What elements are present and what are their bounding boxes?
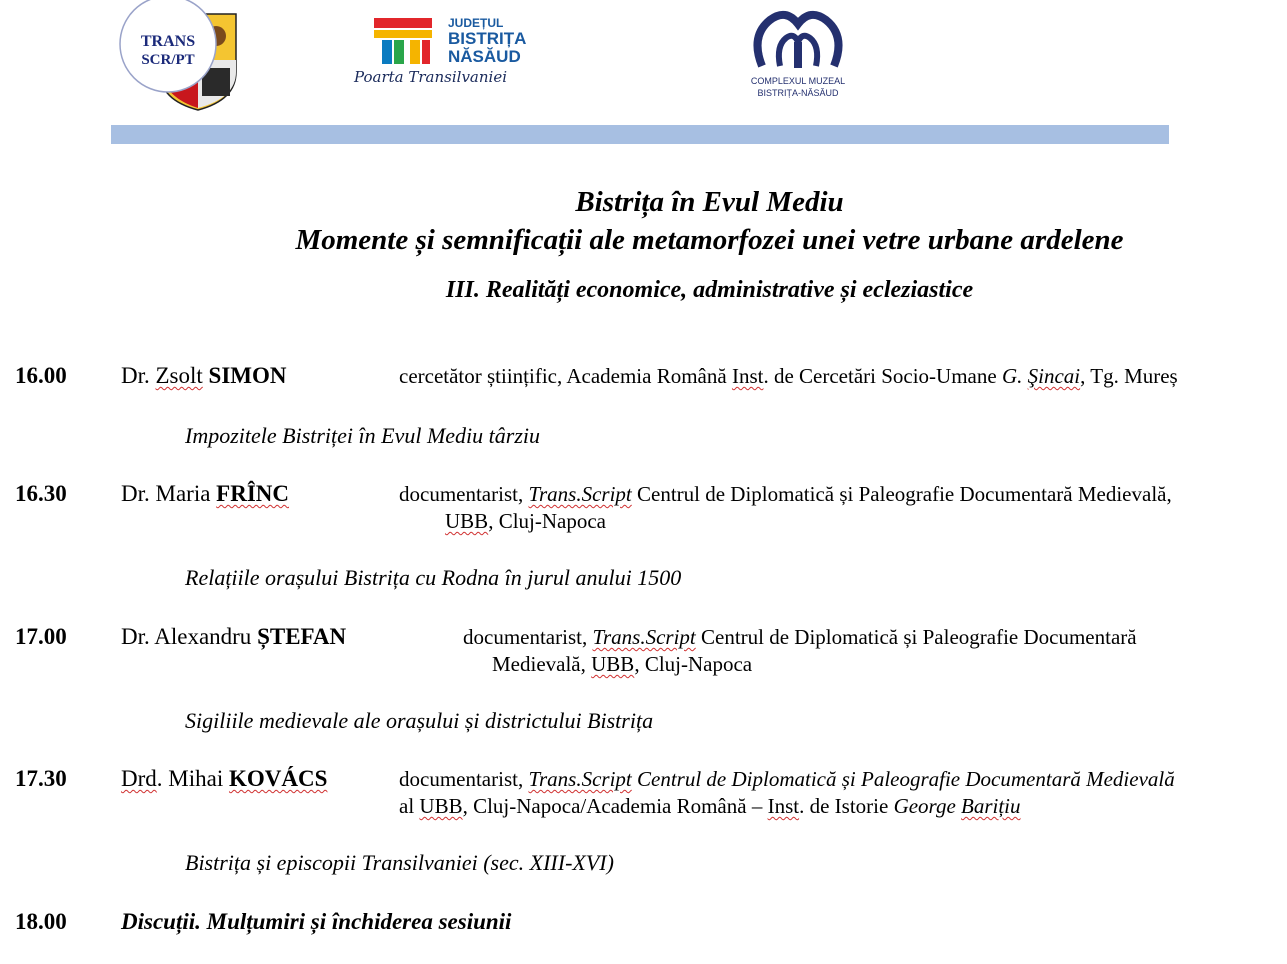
program-time: 16.30 <box>15 481 67 506</box>
speaker-affiliation: documentarist, Trans.Script Centrul de Diplomatică și Paleografie Documentară Medievală, <box>399 482 1172 506</box>
document-title: Bistrița în Evul Mediu <box>575 186 844 218</box>
speaker-affiliation-cont: al UBB, Cluj-Napoca/Academia Română – Inst. de Istorie George Barițiu <box>399 794 1021 818</box>
speaker-affiliation: cercetător științific, Academia Română Inst. de Cercetări Socio-Umane G. Şincai, Tg. Mureș <box>399 364 1178 388</box>
muzeu-logo-line2: BISTRIȚA-NĂSĂUD <box>757 88 839 98</box>
judet-logo-line3: NĂSĂUD <box>448 47 521 66</box>
program-time: 17.00 <box>15 624 67 649</box>
speaker-affiliation: documentarist, Trans.Script Centrul de Diplomatică și Paleografie Documentară <box>463 625 1137 649</box>
judet-logo-line1: JUDEȚUL <box>448 16 504 30</box>
judet-logo-line2: BISTRIȚA <box>448 29 527 48</box>
judet-logo <box>352 14 564 88</box>
speaker-affiliation-cont: UBB, Cluj-Napoca <box>445 509 606 533</box>
talk-title: Relațiile orașului Bistrița cu Rodna în jurul anului 1500 <box>185 565 682 590</box>
program-time: 17.30 <box>15 766 67 791</box>
muzeu-logo-line1: COMPLEXUL MUZEAL <box>750 76 846 86</box>
talk-title: Impozitele Bistriței în Evul Mediu târziu <box>185 423 541 448</box>
closing-remarks: Discuții. Mulțumiri și închiderea sesiunii <box>121 909 512 934</box>
header-divider-bar <box>111 125 1169 144</box>
judet-logo-tagline: Poarta Transilvaniei <box>354 68 507 86</box>
talk-title: Sigiliile medievale ale orașului și districtului Bistrița <box>185 708 654 733</box>
speaker-name: Drd. Mihai KOVÁCS <box>121 766 328 791</box>
speaker-affiliation-cont: Medievală, UBB, Cluj-Napoca <box>492 652 753 676</box>
transscript-logo-top: TRANS <box>140 33 196 50</box>
transscript-logo-bottom: SCR/PT <box>141 52 195 68</box>
program-time: 16.00 <box>15 363 67 388</box>
speaker-affiliation: documentarist, Trans.Script Centrul de Diplomatică și Paleografie Documentară Medievală <box>399 767 1175 791</box>
speaker-name: Dr. Maria FRÎNC <box>121 481 290 506</box>
transscript-logo <box>110 0 240 112</box>
program-time: 18.00 <box>15 909 67 934</box>
session-title: III. Realități economice, administrative și ecleziastice <box>445 277 974 303</box>
museum-emblem-icon <box>758 15 839 68</box>
speaker-name: Dr. Alexandru ȘTEFAN <box>121 624 347 649</box>
document-subtitle: Momente și semnificații ale metamorfozei unei vetre urbane ardelene <box>295 224 1124 256</box>
speaker-name: Dr. Zsolt SIMON <box>121 363 287 388</box>
muzeu-logo <box>748 6 848 100</box>
gate-icon <box>374 18 432 64</box>
talk-title: Bistrița și episcopii Transilvaniei (sec. XIII-XVI) <box>185 850 614 875</box>
